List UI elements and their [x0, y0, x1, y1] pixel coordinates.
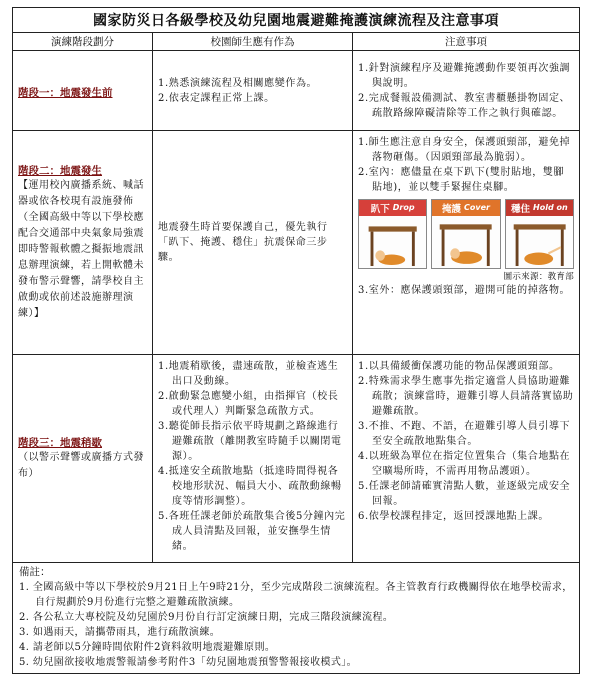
remarks-title: 備註：	[19, 566, 51, 578]
stage-title: 階段二：地震發生	[18, 165, 102, 177]
panel-label-en: Cover	[464, 203, 490, 213]
list-item: 2.特殊需求學生應事先指定適當人員協助避難疏散；演練當時，避難引導人員請落實協助避難疏散。	[358, 376, 574, 417]
stage-row-1	[13, 51, 580, 131]
stage-row-3	[13, 355, 580, 563]
drill-procedure-table	[12, 7, 580, 674]
stage-cell-2	[13, 131, 153, 355]
hold-on-figure-icon	[506, 216, 573, 268]
stage-row-2	[13, 131, 580, 355]
stage-note: （以警示聲響或廣播方式發布）	[18, 452, 144, 479]
list-item: 3.室外：應保護頭頸部，避開可能的掉落物。	[358, 285, 571, 296]
stage-title: 階段一：地震發生前	[18, 87, 113, 99]
list-item: 1.熟悉演練流程及相關應變作為。	[158, 77, 318, 89]
list-item: 5.各班任課老師於疏散集合後5分鐘內完成人員清點及回報，並安撫學生情緒。	[158, 511, 346, 552]
actions-cell-2	[153, 131, 353, 355]
remark-item: 1. 全國高級中等以下學校於9月21日上午9時21分，至少完成階段二演練流程。各主管教育行政機關得依在地學校需求，自行規劃於9月份進行完整之避難疏散演練。	[19, 582, 573, 608]
panel-label-zh: 趴下	[370, 203, 390, 215]
actions-list	[158, 76, 347, 106]
remarks-row	[13, 563, 580, 674]
action-text: 地震發生時首要保護自己，優先執行「趴下、掩護、穩住」抗震保命三步驟。	[158, 222, 328, 263]
list-item: 4.以班級為單位在指定位置集合（集合地點在空曠場所時，不需再用物品護頭）。	[358, 451, 571, 477]
list-item: 2.室內：應儘量在桌下趴下(雙肘貼地，雙腳貼地)，並以雙手緊握住桌腳。	[358, 167, 565, 193]
cover-panel	[431, 199, 500, 269]
panel-label-zh: 穩住	[511, 203, 531, 215]
cautions-list	[358, 283, 574, 298]
list-item: 4.抵達安全疏散地點（抵達時間得視各校地形狀況、幅員大小、疏散動線暢度等情形調整）。	[158, 466, 342, 507]
list-item: 3.聽從師長指示依平時規劃之路線進行避難疏散（離開教室時隨手以關閉電源）。	[158, 421, 342, 462]
list-item: 2.依表定課程正常上課。	[158, 92, 275, 104]
document-title: 國家防災日各級學校及幼兒園地震避難掩護演練流程及注意事項	[13, 8, 580, 33]
remark-item: 5. 幼兒園欲接收地震警報請參考附件3「幼兒園地震預警警報接收模式」。	[19, 657, 358, 668]
drop-cover-hold-illustration	[358, 199, 574, 269]
cover-figure-icon	[432, 216, 499, 268]
list-item: 1.以具備緩衝保護功能的物品保護頭頸部。	[358, 361, 560, 372]
list-item: 3.不推、不跑、不語，在避難引導人員引導下至安全疏散地點集合。	[358, 421, 571, 447]
remarks-block	[13, 563, 580, 674]
panel-label-en: Drop	[392, 203, 415, 213]
header-stage: 演練階段劃分	[13, 33, 153, 51]
remark-item: 3. 如遇雨天，請攜帶雨具，進行疏散演練。	[19, 627, 221, 638]
list-item: 1.地震稍歇後，盡速疏散，並檢查逃生出口及動線。	[158, 361, 339, 387]
cautions-list	[358, 61, 574, 121]
illustration-source: 圖示來源：教育部	[503, 272, 575, 282]
cautions-list	[358, 135, 574, 195]
list-item: 2.啟動緊急應變小組，由指揮官（校長或代理人）判斷緊急疏散方式。	[158, 391, 339, 417]
cautions-cell-2	[353, 131, 580, 355]
stage-cell-3	[13, 355, 153, 563]
stage-note: 【運用校內廣播系統、喊話器或依各校現有設施發佈（全國高級中等以下學校應配合交通部中央氣象局強震即時警報軟體之擬振地震訊息辦理演練，若上開軟體未發布警示聲響，請學校自主啟動或依前述設施辦理演練）】	[18, 180, 144, 319]
drop-panel	[358, 199, 427, 269]
stage-title: 階段三：地震稍歇	[18, 437, 102, 449]
list-item: 6.依學校課程排定，返回授課地點上課。	[358, 511, 549, 522]
hold-on-panel	[505, 199, 574, 269]
header-cautions: 注意事項	[353, 33, 580, 51]
cautions-cell-3	[353, 355, 580, 563]
panel-label-zh: 掩護	[442, 203, 462, 215]
panel-label-en: Hold on	[533, 203, 568, 213]
remark-item: 2. 各公私立大專校院及幼兒園於9月份自行訂定演練日期，完成三階段演練流程。	[19, 612, 394, 623]
stage-cell-1	[13, 51, 153, 131]
list-item: 1.針對演練程序及避難掩護動作要領再次強調與說明。	[358, 62, 571, 89]
remark-item: 4. 請老師以5分鐘時間依附件2資料敘明地震避難原則。	[19, 642, 276, 653]
actions-cell-1	[153, 51, 353, 131]
cautions-list	[358, 359, 574, 524]
list-item: 1.師生應注意自身安全，保護頭頸部，避免掉落物砸傷。（因頭頸部最為脆弱）。	[358, 137, 571, 163]
actions-cell-3	[153, 355, 353, 563]
actions-list	[158, 359, 347, 554]
cautions-cell-1	[353, 51, 580, 131]
list-item: 5.任課老師請確實清點人數，並逐級完成安全回報。	[358, 481, 571, 507]
header-actions: 校園師生應有作為	[153, 33, 353, 51]
header-row	[13, 33, 580, 51]
list-item: 2.完成餐報設備測試、教室書櫃懸掛物固定、疏散路線障礙清除等工作之執行與確認。	[358, 92, 571, 119]
drop-figure-icon	[359, 216, 426, 268]
